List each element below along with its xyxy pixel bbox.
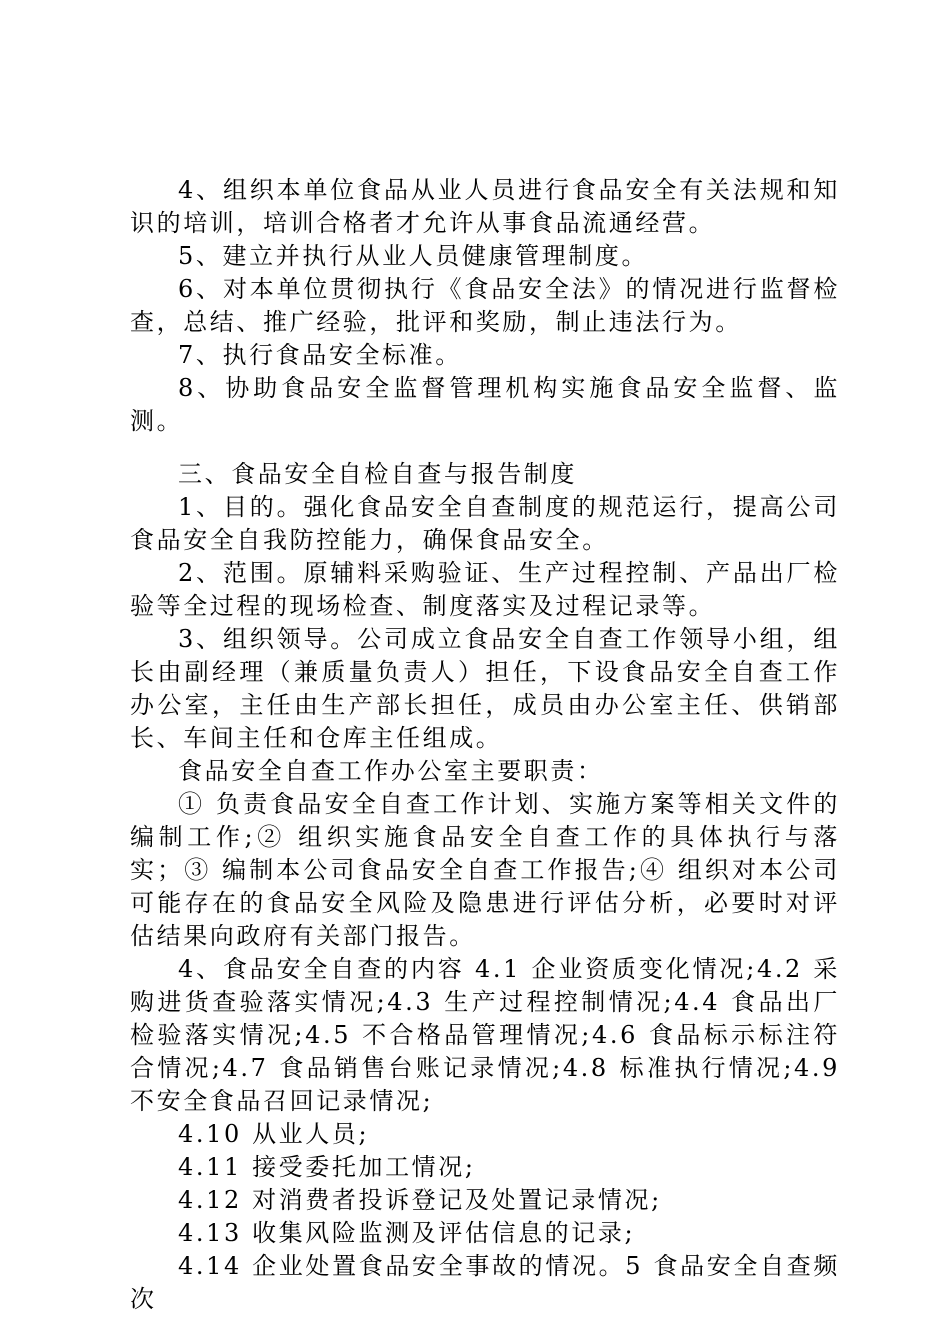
- paragraph-scope: 2、范围。原辅料采购验证、生产过程控制、产品出厂检验等全过程的现场检查、制度落实及过程记录等。: [130, 559, 840, 620]
- section-title: 三、食品安全自检自查与报告制度: [178, 460, 577, 488]
- paragraph-assist-monitoring: 8、协助食品安全监督管理机构实施食品安全监督、监测。: [130, 374, 840, 435]
- list-item-4-13: 4.13 收集风险监测及评估信息的记录;: [178, 1219, 636, 1247]
- list-item-4-11: 4.11 接受委托加工情况;: [178, 1153, 476, 1181]
- paragraph-standards: 7、执行食品安全标准。: [178, 341, 462, 369]
- paragraph-supervision: 6、对本单位贯彻执行《食品安全法》的情况进行监督检查，总结、推广经验，批评和奖励，制止违法行为。: [130, 275, 840, 336]
- document-body: [130, 174, 840, 1316]
- paragraph-training: 4、组织本单位食品从业人员进行食品安全有关法规和知识的培训，培训合格者才允许从事食品流通经营。: [130, 176, 840, 237]
- paragraph-organization: 3、组织领导。公司成立食品安全自查工作领导小组，组长由副经理（兼质量负责人）担任，下设食品安全自查工作办公室，主任由生产部长担任，成员由办公室主任、供销部长、车间主任和仓库主任组成。: [130, 625, 840, 752]
- paragraph-health-management: 5、建立并执行从业人员健康管理制度。: [178, 242, 649, 270]
- paragraph-self-check-content: 4、食品安全自查的内容 4.1 企业资质变化情况;4.2 采购进货查验落实情况;4.3 生产过程控制情况;4.4 食品出厂检验落实情况;4.5 不合格品管理情况;4.6 食品标示标注符合情况;4.7 食品销售台账记录情况;4.8 标准执行情况;4.9 不安全食品召回记录情况;: [130, 955, 840, 1115]
- list-item-4-10: 4.10 从业人员;: [178, 1120, 370, 1148]
- paragraph-purpose: 1、目的。强化食品安全自查制度的规范运行，提高公司食品安全自我防控能力，确保食品安全。: [130, 493, 840, 554]
- paragraph-office-duties: ① 负责食品安全自查工作计划、实施方案等相关文件的编制工作;② 组织实施食品安全自查工作的具体执行与落实；③ 编制本公司食品安全自查工作报告;④ 组织对本公司可能存在的食品安全风险及隐患进行评估分析，必要时对评估结果向政府有关部门报告。: [130, 790, 840, 950]
- list-item-4-12: 4.12 对消费者投诉登记及处置记录情况;: [178, 1186, 662, 1214]
- section-gap: [130, 438, 840, 458]
- list-item-4-14: 4.14 企业处置食品安全事故的情况。5 食品安全自查频次: [130, 1252, 840, 1313]
- paragraph-office-duties-heading: 食品安全自查工作办公室主要职责：: [178, 757, 604, 785]
